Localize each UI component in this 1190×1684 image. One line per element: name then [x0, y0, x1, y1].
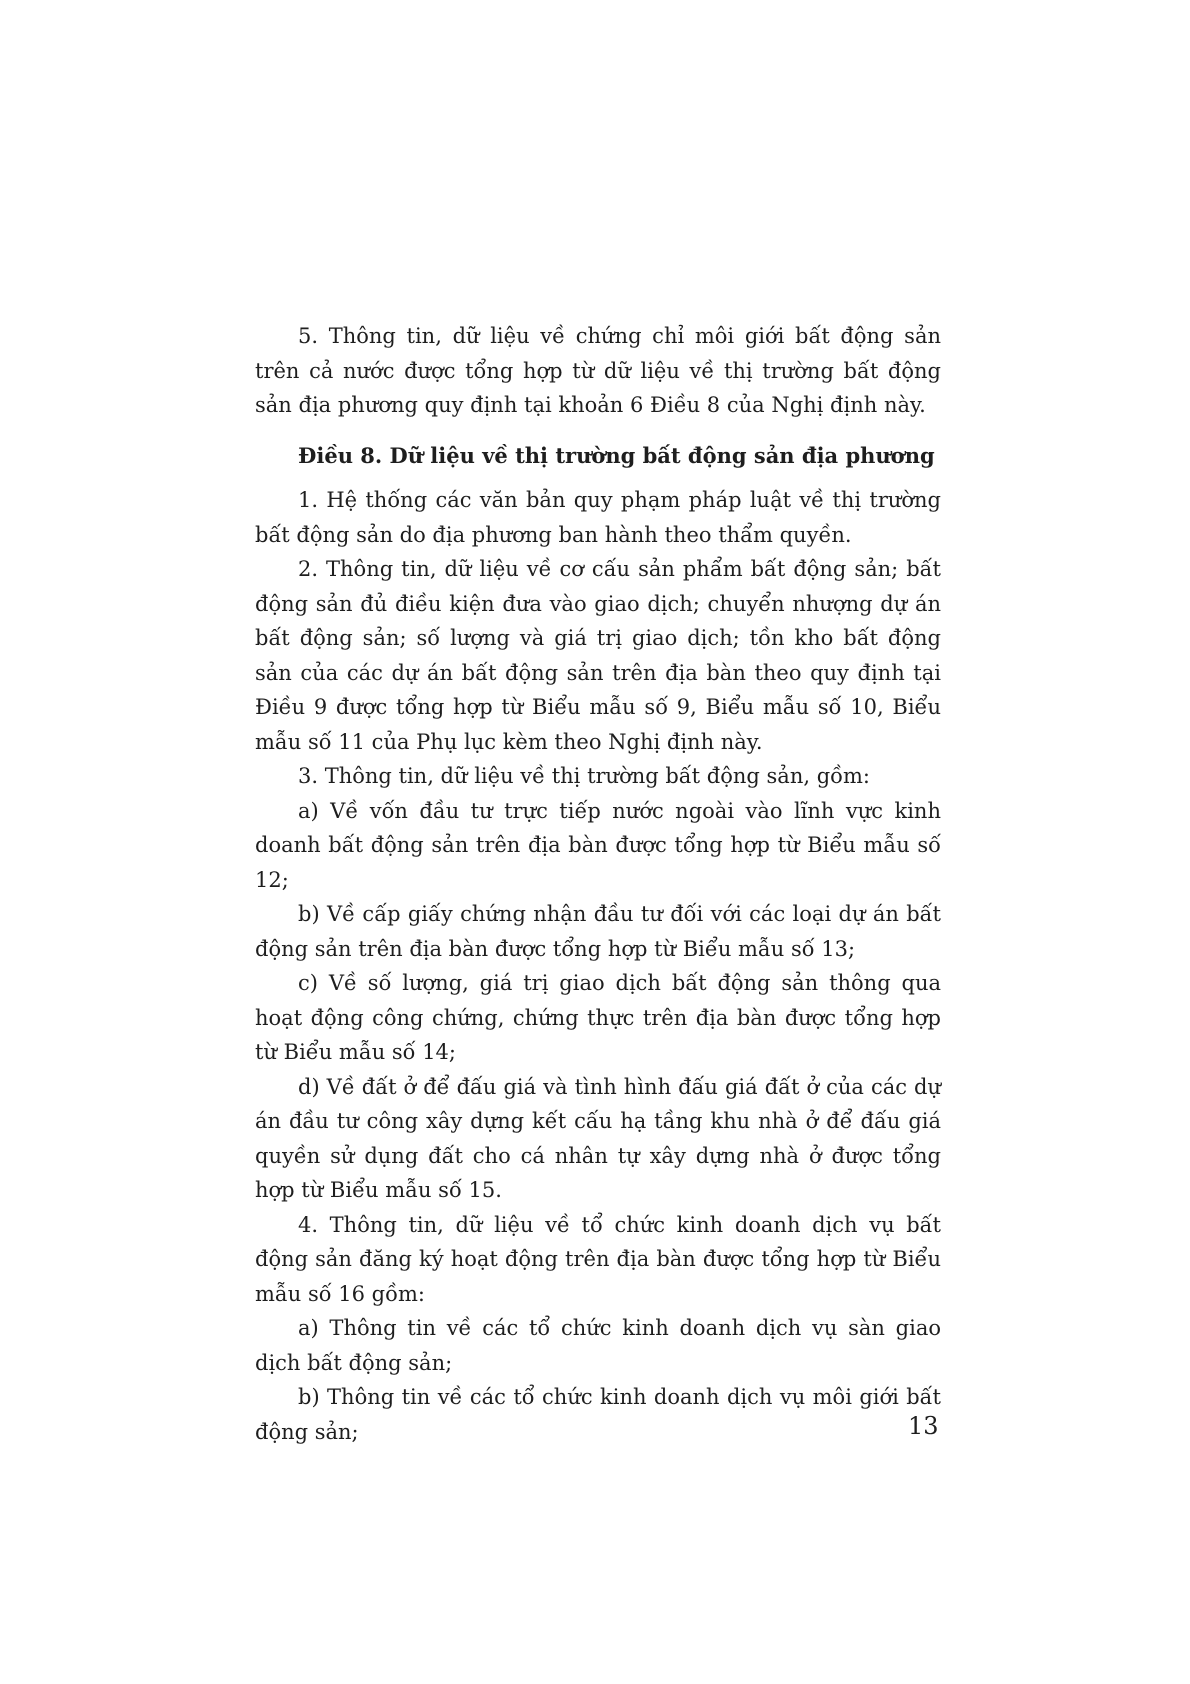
- clause-3-paragraph: 3. Thông tin, dữ liệu về thị trường bất động sản, gồm:: [298, 764, 870, 788]
- clause-2-paragraph: 2. Thông tin, dữ liệu về cơ cấu sản phẩm bất động sản; bất động sản đủ điều kiện đưa vào giao dịch; chuyển nhượng dự án bất động sản; số lượng và giá trị giao dịch; tồn kho bất động sản của các dự án bất động sản trên địa bàn theo quy định tại Điều 9 được tổng hợp từ Biểu mẫu số 9, Biểu mẫu số 10, Biểu mẫu số 11 của Phụ lục kèm theo Nghị định này.: [255, 557, 941, 754]
- page-number: 13: [908, 1412, 939, 1440]
- clause-4a-paragraph: a) Thông tin về các tổ chức kinh doanh dịch vụ sàn giao dịch bất động sản;: [255, 1316, 941, 1375]
- clause-5-paragraph: 5. Thông tin, dữ liệu về chứng chỉ môi giới bất động sản trên cả nước được tổng hợp từ dữ liệu về thị trường bất động sản địa phương quy định tại khoản 6 Điều 8 của Nghị định này.: [255, 324, 941, 417]
- clause-3c-paragraph: c) Về số lượng, giá trị giao dịch bất động sản thông qua hoạt động công chứng, chứng thực trên địa bàn được tổng hợp từ Biểu mẫu số 14;: [255, 971, 941, 1064]
- clause-3d-paragraph: d) Về đất ở để đấu giá và tình hình đấu giá đất ở của các dự án đầu tư công xây dựng kết cấu hạ tầng khu nhà ở để đấu giá quyền sử dụng đất cho cá nhân tự xây dựng nhà ở được tổng hợp từ Biểu mẫu số 15.: [255, 1074, 941, 1202]
- article-8-heading: Điều 8. Dữ liệu về thị trường bất động sản địa phương: [298, 442, 935, 468]
- document-page: [255, 319, 941, 1449]
- clause-4-paragraph: 4. Thông tin, dữ liệu về tổ chức kinh doanh dịch vụ bất động sản đăng ký hoạt động trên địa bàn được tổng hợp từ Biểu mẫu số 16 gồm:: [255, 1212, 941, 1306]
- clause-4b-paragraph: b) Thông tin về các tổ chức kinh doanh dịch vụ môi giới bất động sản;: [255, 1385, 941, 1444]
- clause-3b-paragraph: b) Về cấp giấy chứng nhận đầu tư đối với các loại dự án bất động sản trên địa bàn được tổng hợp từ Biểu mẫu số 13;: [255, 902, 941, 961]
- clause-3a-paragraph: a) Về vốn đầu tư trực tiếp nước ngoài vào lĩnh vực kinh doanh bất động sản trên địa bàn được tổng hợp từ Biểu mẫu số 12;: [255, 798, 941, 892]
- clause-1-paragraph: 1. Hệ thống các văn bản quy phạm pháp luật về thị trường bất động sản do địa phương ban hành theo thẩm quyền.: [255, 488, 941, 547]
